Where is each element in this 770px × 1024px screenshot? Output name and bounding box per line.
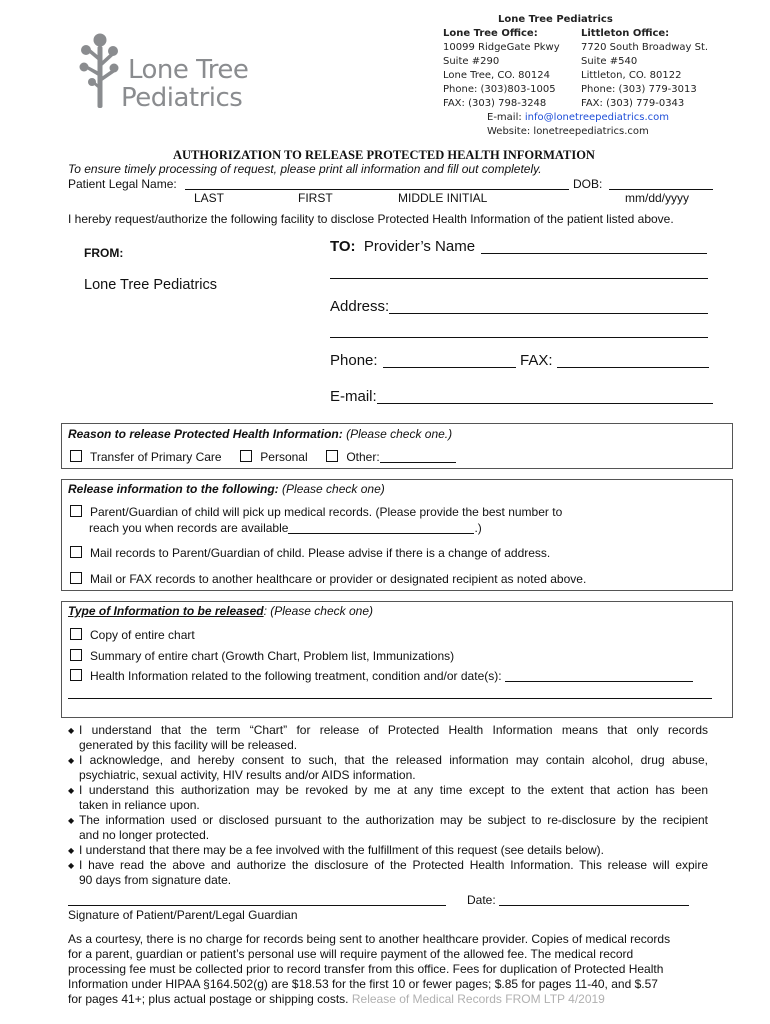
acknowledgement-text: The information used or disclosed pursuant to the authorization may be subject to re-disclosure by the recipient — [79, 813, 708, 827]
acknowledgement-line — [68, 843, 708, 858]
acknowledgement-line — [68, 723, 708, 738]
acknowledgement-item — [68, 858, 708, 888]
name-part-first: FIRST — [298, 191, 333, 205]
fee-line: for a parent, guardian or patient’s personal use will require payment of the allowed fee. The medical record — [68, 947, 634, 961]
clinic-website: Website: lonetreepediatrics.com — [487, 126, 649, 137]
bullet-icon: ◆ — [68, 861, 75, 870]
office-fax: FAX: (303) 798-3248 — [443, 98, 547, 109]
type-option-summary-text: Summary of entire chart (Growth Chart, Problem list, Immunizations) — [90, 649, 455, 663]
office-phone: Phone: (303) 779-3013 — [581, 84, 697, 95]
date-label: Date: — [467, 893, 496, 907]
patient-name-label: Patient Legal Name: — [68, 177, 177, 191]
reason-section — [61, 423, 733, 469]
fee-line: for pages 41+; plus actual postage or shipping costs. — [68, 992, 349, 1006]
checkbox-health-info[interactable] — [70, 669, 82, 681]
tree-logo-icon — [78, 32, 120, 110]
health-info-field[interactable] — [505, 669, 693, 682]
patient-name-field[interactable] — [185, 189, 569, 190]
bullet-icon: ◆ — [68, 846, 75, 855]
type-option-summary — [70, 649, 454, 663]
email-link[interactable]: info@lonetreepediatrics.com — [524, 112, 669, 123]
email-label-to: E-mail: — [330, 388, 377, 405]
to-provider-row — [330, 238, 475, 255]
form-instructions: To ensure timely processing of request, please print all information and fill out completely. — [68, 162, 542, 176]
bullet-icon: ◆ — [68, 786, 75, 795]
acknowledgement-continuation: and no longer protected. — [79, 828, 210, 842]
signature-label: Signature of Patient/Parent/Legal Guardian — [68, 908, 298, 922]
email-label: E-mail: — [487, 112, 525, 123]
request-statement: I hereby request/authorize the following facility to disclose Protected Health Information of the patient listed above. — [68, 212, 674, 226]
release-heading: Release information to the following: — [68, 482, 279, 496]
bullet-icon: ◆ — [68, 756, 75, 765]
provider-name-field[interactable] — [481, 253, 707, 254]
office-fax: FAX: (303) 779-0343 — [581, 98, 685, 109]
acknowledgement-line — [68, 783, 708, 798]
acknowledgement-text: I have read the above and authorize the disclosure of the Protected Health Information. This release will expire — [79, 858, 708, 872]
clinic-logo — [78, 32, 273, 112]
office-address1: 7720 South Broadway St. — [581, 42, 709, 53]
dob-format: mm/dd/yyyy — [625, 191, 690, 205]
fee-line-last — [68, 992, 728, 1007]
acknowledgement-item — [68, 813, 708, 843]
bullet-icon: ◆ — [68, 816, 75, 825]
provider-name-field-2[interactable] — [330, 278, 708, 279]
from-value: Lone Tree Pediatrics — [84, 277, 217, 293]
name-part-middle: MIDDLE INITIAL — [398, 191, 488, 205]
release-option-pickup-line2 — [89, 521, 482, 535]
clinic-name: Lone Tree Pediatrics — [498, 14, 613, 25]
fee-line: processing fee must be collected prior to record transfer from this office. Fees for duplication of Protected Health — [68, 962, 664, 976]
fee-line: Information under HIPAA §164.502(g) are $18.53 for the first 10 or fewer pages; $.85 for pages 11-40, and $.57 — [68, 977, 658, 991]
logo-text-line2: Pediatrics — [121, 83, 243, 113]
type-option-copy — [70, 628, 195, 642]
acknowledgement-text: I acknowledge, and hereby consent to such, that the released information may contain alcohol, drug abuse, — [79, 753, 708, 767]
reason-note: (Please check one.) — [342, 427, 453, 441]
reason-heading: Reason to release Protected Health Information: — [68, 427, 343, 441]
clinic-email — [487, 111, 669, 125]
acknowledgement-line — [68, 753, 708, 768]
acknowledgement-continuation: generated by this facility will be released. — [79, 738, 298, 752]
checkbox-pickup[interactable] — [70, 505, 82, 517]
dob-field[interactable] — [609, 189, 713, 190]
address-field-2[interactable] — [330, 337, 708, 338]
phone-label: Phone: — [330, 352, 378, 369]
release-option-mail-text: Mail records to Parent/Guardian of child. Please advise if there is a change of address. — [90, 546, 551, 560]
office-heading: Lone Tree Office: — [443, 28, 538, 39]
release-option-pickup-text: Parent/Guardian of child will pick up medical records. (Please provide the best number to — [90, 505, 563, 519]
acknowledgement-item — [68, 753, 708, 783]
acknowledgement-continuation: psychiatric, sexual activity, HIV results and/or AIDS information. — [79, 768, 416, 782]
acknowledgement-item — [68, 723, 708, 753]
type-option-health-text: Health Information related to the following treatment, condition and/or date(s): — [90, 669, 505, 683]
acknowledgement-line — [68, 813, 708, 828]
other-reason-field[interactable] — [380, 450, 456, 463]
release-note: (Please check one) — [278, 482, 385, 496]
release-option-provider — [70, 572, 586, 586]
office-city: Lone Tree, CO. 80124 — [443, 70, 550, 81]
signature-field[interactable] — [68, 905, 446, 906]
checkbox-mail[interactable] — [70, 546, 82, 558]
fee-paragraph — [68, 932, 728, 1007]
release-option-pickup-text-2: reach you when records are available — [89, 521, 289, 535]
release-option-pickup-close: .) — [474, 521, 482, 535]
acknowledgement-continuation: taken in reliance upon. — [79, 798, 200, 812]
checkbox-personal[interactable] — [240, 450, 252, 462]
acknowledgements — [68, 723, 708, 888]
reason-option-personal: Personal — [260, 450, 308, 464]
to-label: TO: — [330, 238, 356, 255]
fax-label: FAX: — [520, 352, 553, 369]
office-address2: Suite #540 — [581, 56, 638, 67]
checkbox-transfer[interactable] — [70, 450, 82, 462]
date-field[interactable] — [499, 905, 689, 906]
acknowledgement-text: I understand that the term “Chart” for release of Protected Health Information means that only records — [79, 723, 708, 737]
checkbox-copy[interactable] — [70, 628, 82, 640]
release-option-pickup — [70, 505, 562, 519]
phone-field[interactable] — [383, 367, 516, 368]
release-option-mail — [70, 546, 550, 560]
office-phone: Phone: (303)803-1005 — [443, 84, 556, 95]
lone-tree-office — [443, 27, 560, 111]
type-option-copy-text: Copy of entire chart — [90, 628, 195, 642]
type-heading-row — [68, 604, 373, 618]
health-info-field-2[interactable] — [68, 698, 712, 699]
type-option-health — [70, 669, 693, 683]
reason-options — [70, 450, 456, 464]
provider-label: Provider’s Name — [363, 238, 476, 255]
form-title: AUTHORIZATION TO RELEASE PROTECTED HEALTH INFORMATION — [173, 148, 595, 162]
acknowledgement-continuation: 90 days from signature date. — [79, 873, 232, 887]
name-part-last: LAST — [194, 191, 225, 205]
checkbox-summary[interactable] — [70, 649, 82, 661]
from-label: FROM: — [84, 246, 124, 260]
acknowledgement-item — [68, 843, 708, 858]
release-option-provider-text: Mail or FAX records to another healthcare or provider or designated recipient as noted above. — [90, 572, 587, 586]
office-address2: Suite #290 — [443, 56, 500, 67]
reason-option-other: Other: — [346, 450, 380, 464]
dob-label: DOB: — [573, 177, 603, 191]
email-field[interactable] — [377, 403, 713, 404]
type-note: : (Please check one) — [263, 604, 373, 618]
callback-number-field[interactable] — [288, 521, 474, 534]
address-label: Address: — [330, 298, 390, 315]
reason-heading-row — [68, 427, 452, 441]
form-footer-tag: Release of Medical Records FROM LTP 4/2019 — [348, 992, 605, 1006]
acknowledgement-item — [68, 783, 708, 813]
office-address1: 10099 RidgeGate Pkwy — [443, 42, 560, 53]
release-heading-row — [68, 482, 385, 496]
fax-field[interactable] — [557, 367, 709, 368]
logo-text-line1: Lone Tree — [128, 55, 249, 85]
checkbox-other[interactable] — [326, 450, 338, 462]
littleton-office — [581, 27, 708, 111]
acknowledgement-text: I understand that there may be a fee involved with the fulfillment of this request (see details below). — [79, 843, 604, 857]
office-heading: Littleton Office: — [581, 28, 670, 39]
acknowledgement-line — [68, 858, 708, 873]
acknowledgement-text: I understand this authorization may be revoked by me at any time except to the extent that action has been — [79, 783, 708, 797]
address-field[interactable] — [389, 313, 708, 314]
reason-option-transfer: Transfer of Primary Care — [90, 450, 222, 464]
release-section — [61, 479, 733, 591]
type-section — [61, 601, 733, 718]
fee-line: As a courtesy, there is no charge for records being sent to another healthcare provider. Copies of medical records — [68, 932, 671, 946]
type-heading: Type of Information to be released — [68, 604, 264, 618]
checkbox-provider[interactable] — [70, 572, 82, 584]
bullet-icon: ◆ — [68, 726, 75, 735]
office-city: Littleton, CO. 80122 — [581, 70, 682, 81]
